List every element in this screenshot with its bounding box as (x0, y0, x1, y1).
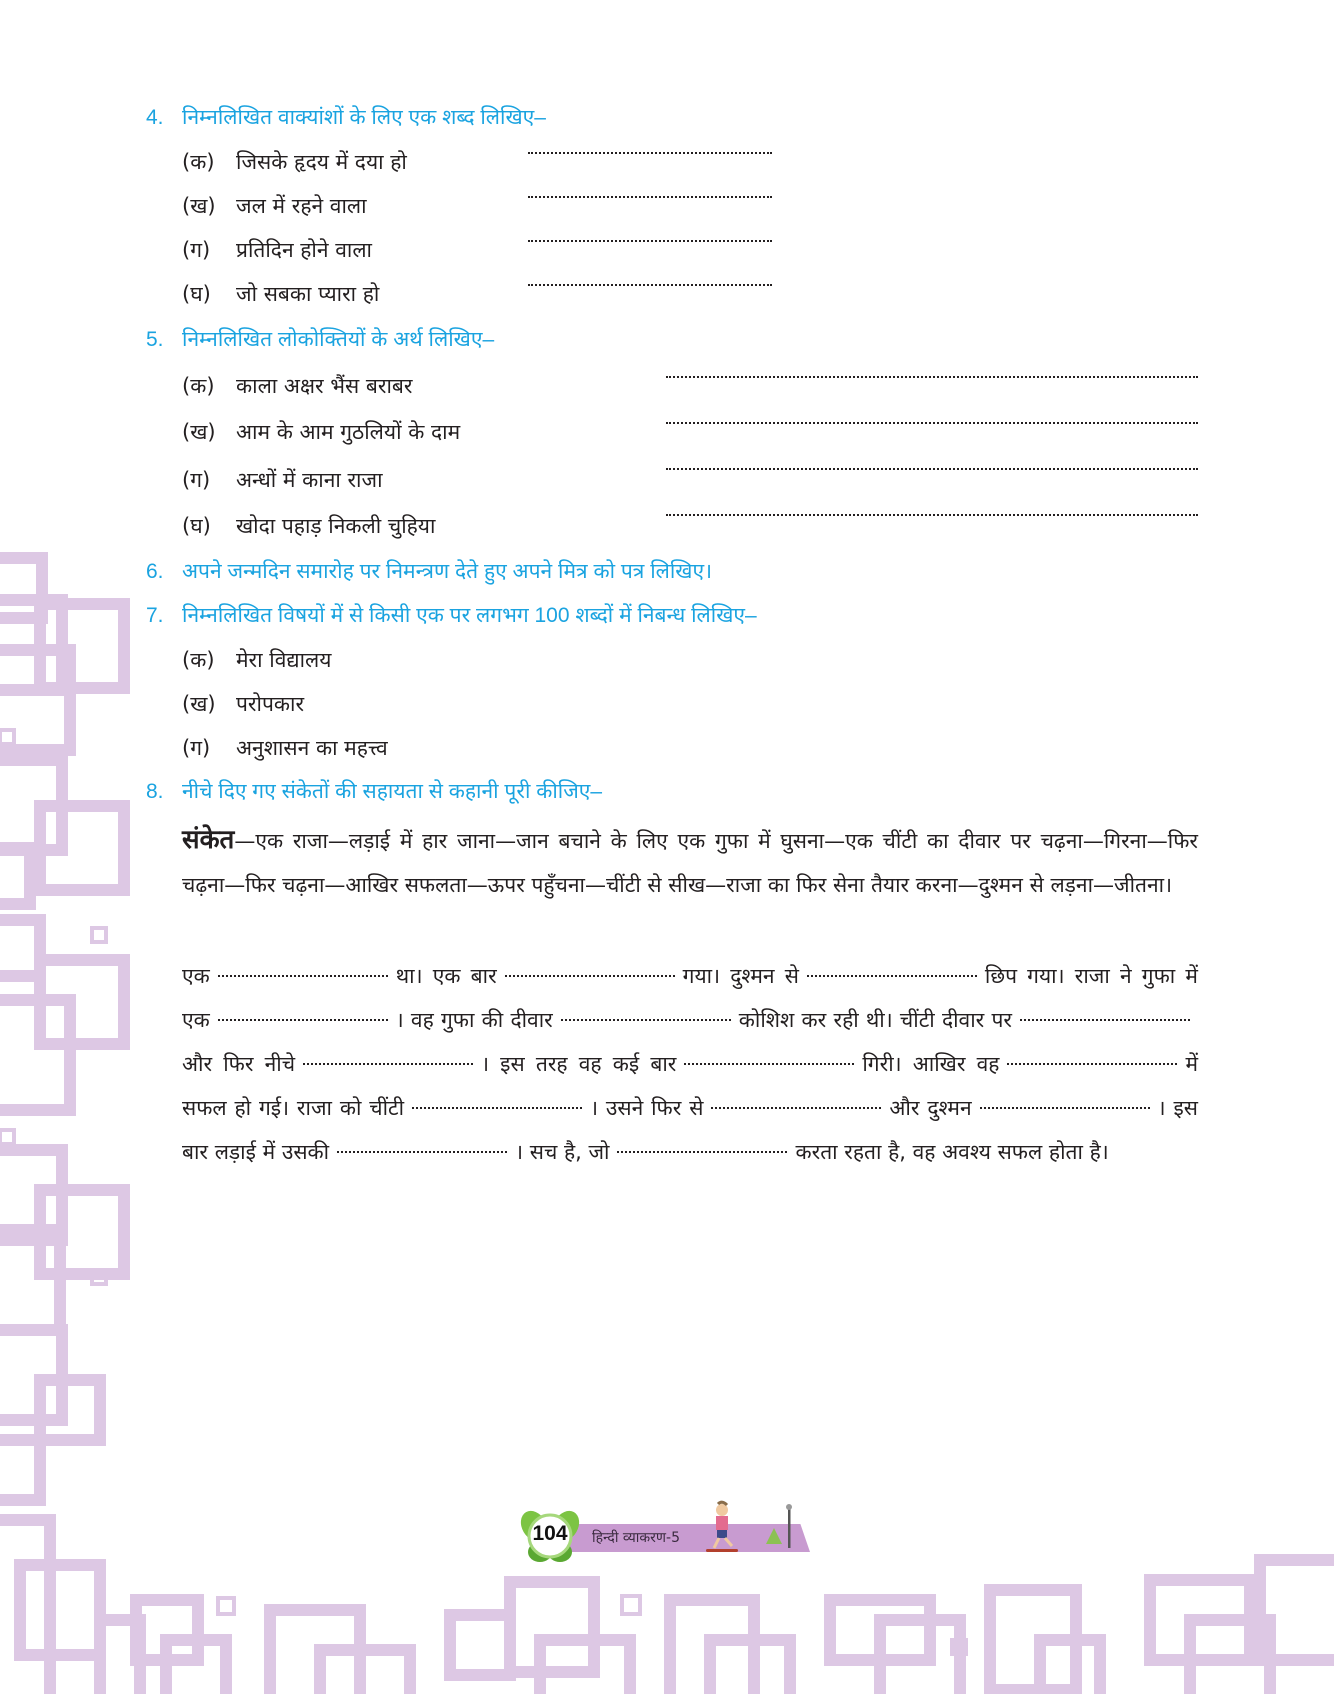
story-fill-in-paragraph: एक था। एक बार गया। दुश्मन से छिप गया। राजा ने गुफा में एक । वह गुफा की दीवार कोशिश कर रही थी। चींटी दीवार परऔर फिर नीचे । इस तरह वह कई बार गिरी। आखिर वह में सफल हो गई। राजा को चींटी । उसने फिर से और दुश्मन । इस बार लड़ाई में उसकी । सच है, जो करता रहता है, वह अवश्य सफल होता है। (182, 964, 1198, 1164)
q4-item-ka: (क) जिसके हृदय में दया हो (182, 150, 407, 174)
question-7-title: 7. निम्नलिखित विषयों में से किसी एक पर लगभग 100 शब्दों में निबन्ध लिखिए– (146, 604, 757, 627)
q7-item-ga: (ग) अनुशासन का महत्त्व (182, 736, 388, 760)
fill-blank[interactable] (617, 1141, 787, 1153)
question-6-title: 6. अपने जन्मदिन समारोह पर निमन्त्रण देते हुए अपने मित्र को पत्र लिखिए। (146, 560, 713, 583)
answer-line[interactable] (528, 284, 772, 286)
fill-blank[interactable] (505, 965, 675, 977)
skateboarder-illustration-icon (700, 1500, 800, 1560)
answer-line[interactable] (528, 196, 772, 198)
q5-item-ka: (क) काला अक्षर भैंस बराबर (182, 374, 413, 398)
answer-line[interactable] (528, 152, 772, 154)
q7-item-ka: (क) मेरा विद्यालय (182, 648, 332, 672)
answer-line[interactable] (528, 240, 772, 242)
fill-blank[interactable] (1020, 1009, 1190, 1021)
book-title: हिन्दी व्याकरण-5 (592, 1530, 680, 1546)
fill-blank[interactable] (561, 1009, 731, 1021)
hint-paragraph (182, 818, 1198, 907)
answer-line[interactable] (666, 468, 1198, 470)
q4-item-gha: (घ) जो सबका प्यारा हो (182, 282, 380, 306)
hint-text: —एक राजा—लड़ाई में हार जाना—जान बचाने के लिए एक गुफा में घुसना—एक चींटी का दीवार पर चढ़ना—गिरना—फिर चढ़ना—फिर चढ़ना—आखिर सफलता—ऊपर पहुँचना—चींटी से सीख—राजा का फिर सेना तैयार करना—दुश्मन से लड़ना—जीतना। (182, 829, 1198, 897)
fill-blank[interactable] (711, 1097, 881, 1109)
fill-blank[interactable] (218, 1009, 388, 1021)
question-5-title: 5. निम्नलिखित लोकोक्तियों के अर्थ लिखिए– (146, 328, 495, 351)
page-number: 104 (532, 1522, 568, 1545)
fill-blank[interactable] (337, 1141, 507, 1153)
question-4-title: 4. निम्नलिखित वाक्यांशों के लिए एक शब्द लिखिए– (146, 104, 546, 132)
answer-line[interactable] (666, 422, 1198, 424)
fill-blank[interactable] (303, 1053, 473, 1065)
question-8-title: 8. नीचे दिए गए संकेतों की सहायता से कहानी पूरी कीजिए– (146, 780, 603, 803)
fill-blank[interactable] (807, 965, 977, 977)
answer-line[interactable] (666, 514, 1198, 516)
q4-item-kha: (ख) जल में रहने वाला (182, 194, 367, 218)
q7-item-kha: (ख) परोपकार (182, 692, 305, 716)
fill-blank[interactable] (412, 1097, 582, 1109)
q4-item-ga: (ग) प्रतिदिन होने वाला (182, 238, 372, 262)
fill-blank[interactable] (1007, 1053, 1177, 1065)
fill-blank[interactable] (218, 965, 388, 977)
q5-item-gha: (घ) खोदा पहाड़ निकली चुहिया (182, 514, 436, 538)
fill-blank[interactable] (684, 1053, 854, 1065)
hint-label: संकेत (182, 825, 235, 855)
answer-line[interactable] (666, 376, 1198, 378)
question-number: 4. (146, 106, 164, 129)
q5-item-ga: (ग) अन्धों में काना राजा (182, 468, 383, 492)
fill-blank[interactable] (980, 1097, 1150, 1109)
q5-item-kha: (ख) आम के आम गुठलियों के दाम (182, 420, 461, 444)
